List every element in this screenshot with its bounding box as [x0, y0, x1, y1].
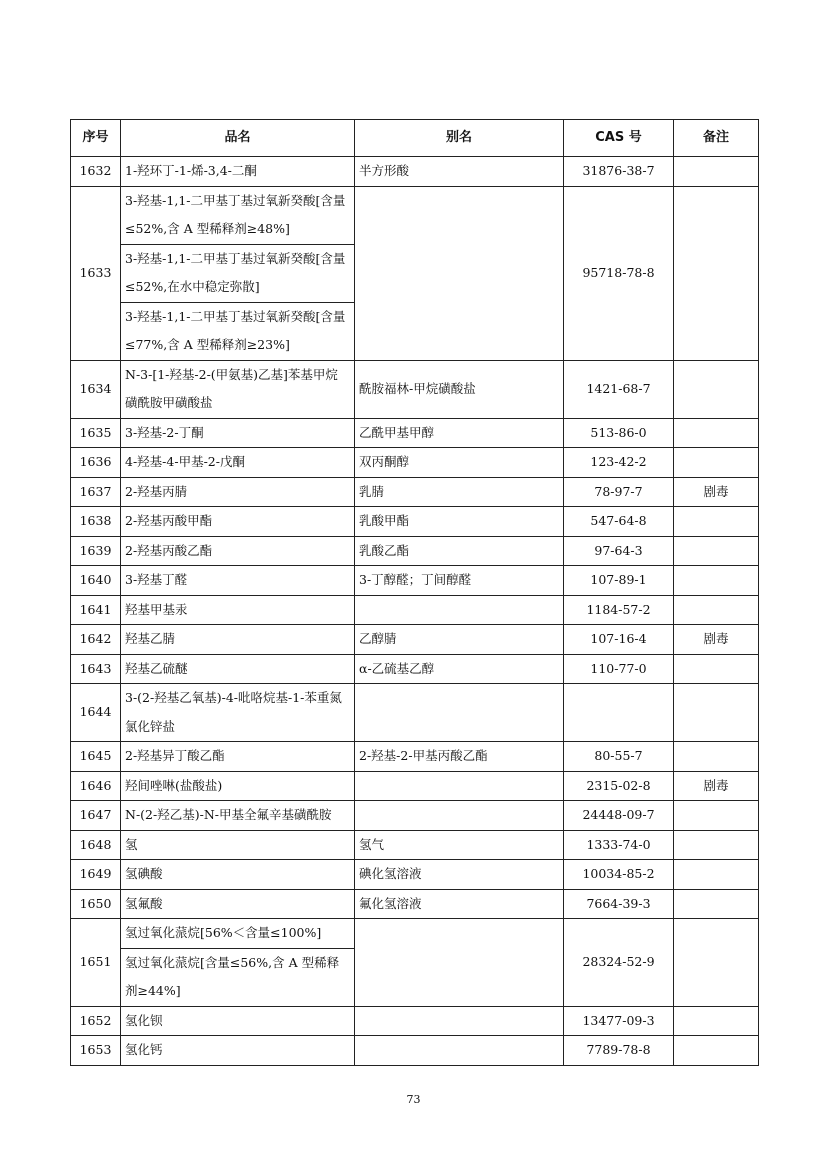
cas-number: 1333-74-0: [564, 830, 674, 860]
alias: [355, 919, 564, 1007]
product-name-cell: [121, 742, 355, 772]
product-name-cell: [121, 448, 355, 478]
product-name: 3-羟基-1,1-二甲基丁基过氧新癸酸[含量≤77%,含 A 型稀释剂≥23%]: [121, 302, 354, 360]
header-row: [71, 120, 759, 157]
remark: [674, 830, 759, 860]
product-name-cell: [121, 507, 355, 537]
product-name-cell: [121, 566, 355, 596]
product-name-cell: [121, 919, 355, 1007]
cas-number: 13477-09-3: [564, 1006, 674, 1036]
product-name: 羟间唑啉(盐酸盐): [125, 777, 223, 793]
product-name-cell: [121, 360, 355, 418]
alias: 乳酸乙酯: [355, 536, 564, 566]
remark: [674, 889, 759, 919]
product-name-cell: [121, 477, 355, 507]
remark: [674, 860, 759, 890]
product-name: 4-羟基-4-甲基-2-戊酮: [125, 454, 245, 469]
cas-number: 97-64-3: [564, 536, 674, 566]
product-name-cell: [121, 418, 355, 448]
remark: [674, 654, 759, 684]
alias: [355, 801, 564, 831]
remark: [674, 507, 759, 537]
product-name: 3-羟基-2-丁酮: [125, 424, 204, 440]
row-number: 1642: [71, 625, 121, 655]
product-name: 2-羟基丙腈: [125, 483, 188, 499]
product-name-cell: [121, 157, 355, 187]
row-number: 1650: [71, 889, 121, 919]
cas-number: 28324-52-9: [564, 919, 674, 1007]
table-row: [71, 654, 759, 684]
table-row: [71, 801, 759, 831]
table-row: [71, 625, 759, 655]
alias: 酰胺福林-甲烷磺酸盐: [355, 360, 564, 418]
cas-number: 107-16-4: [564, 625, 674, 655]
product-name-cell: [121, 625, 355, 655]
alias: 乙酰甲基甲醇: [355, 418, 564, 448]
alias: [355, 771, 564, 801]
row-number: 1632: [71, 157, 121, 187]
cas-number: 24448-09-7: [564, 801, 674, 831]
alias: 碘化氢溶液: [355, 860, 564, 890]
table-row: [71, 1006, 759, 1036]
row-number: 1644: [71, 684, 121, 742]
cas-number: 10034-85-2: [564, 860, 674, 890]
row-number: 1640: [71, 566, 121, 596]
cas-number: 80-55-7: [564, 742, 674, 772]
remark: 剧毒: [674, 771, 759, 801]
product-name: 氢化钡: [125, 1012, 163, 1028]
table-row: [71, 477, 759, 507]
product-name-cell: [121, 860, 355, 890]
product-name-cell: [121, 1036, 355, 1066]
header-name: 品名: [121, 120, 355, 157]
product-name: 3-(2-羟基乙氧基)-4-吡咯烷基-1-苯重氮氯化锌盐: [125, 690, 342, 734]
row-number: 1651: [71, 919, 121, 1007]
table-row: [71, 595, 759, 625]
cas-number: 78-97-7: [564, 477, 674, 507]
product-name: N-3-[1-羟基-2-(甲氨基)乙基]苯基甲烷磺酰胺甲磺酸盐: [125, 366, 338, 410]
remark: [674, 360, 759, 418]
cas-number: 547-64-8: [564, 507, 674, 537]
alias: [355, 1006, 564, 1036]
remark: [674, 536, 759, 566]
alias: 氟化氢溶液: [355, 889, 564, 919]
product-name-cell: [121, 801, 355, 831]
table-row: [71, 566, 759, 596]
row-number: 1635: [71, 418, 121, 448]
row-number: 1648: [71, 830, 121, 860]
product-name: 羟基乙硫醚: [125, 660, 188, 676]
remark: [674, 595, 759, 625]
alias: [355, 1036, 564, 1066]
product-name: 氢氟酸: [125, 895, 163, 911]
cas-number: 513-86-0: [564, 418, 674, 448]
alias: 2-羟基-2-甲基丙酸乙酯: [355, 742, 564, 772]
table-row: [71, 771, 759, 801]
remark: [674, 566, 759, 596]
product-name: 3-羟基丁醛: [125, 572, 188, 587]
product-name: N-(2-羟乙基)-N-甲基全氟辛基磺酰胺: [125, 807, 332, 822]
row-number: 1643: [71, 654, 121, 684]
header-cas: CAS 号: [564, 120, 674, 157]
product-name: 氢过氧化蒎烷[56%＜含量≤100%]: [125, 925, 322, 940]
remark: [674, 448, 759, 478]
table-row: [71, 536, 759, 566]
alias: 3-丁醇醛；丁间醇醛: [355, 566, 564, 596]
row-number: 1653: [71, 1036, 121, 1066]
product-name: 羟基甲基汞: [125, 601, 188, 617]
row-number: 1652: [71, 1006, 121, 1036]
alias: 半方形酸: [355, 157, 564, 187]
header-remark: 备注: [674, 120, 759, 157]
table-row: [71, 919, 759, 1007]
remark: [674, 742, 759, 772]
row-number: 1637: [71, 477, 121, 507]
alias: [355, 684, 564, 742]
alias: 双丙酮醇: [355, 448, 564, 478]
alias: 乙醇腈: [355, 625, 564, 655]
table-row: [71, 360, 759, 418]
product-name-cell: [121, 186, 355, 360]
alias: α-乙硫基乙醇: [355, 654, 564, 684]
table-row: [71, 186, 759, 360]
table-row: [71, 830, 759, 860]
alias: 乳腈: [355, 477, 564, 507]
row-number: 1633: [71, 186, 121, 360]
table-body: [71, 157, 759, 1066]
product-name: 2-羟基丙酸甲酯: [125, 513, 213, 528]
cas-number: 7664-39-3: [564, 889, 674, 919]
product-name: 氢: [125, 836, 138, 852]
cas-number: 1184-57-2: [564, 595, 674, 625]
product-name: 羟基乙腈: [125, 631, 176, 646]
row-number: 1646: [71, 771, 121, 801]
chemical-table: [70, 119, 759, 1066]
page-number: 73: [406, 1093, 421, 1106]
row-number: 1641: [71, 595, 121, 625]
row-number: 1639: [71, 536, 121, 566]
cas-number: 95718-78-8: [564, 186, 674, 360]
alias: 氢气: [355, 830, 564, 860]
product-name: 氢化钙: [125, 1042, 163, 1057]
product-name-cell: [121, 771, 355, 801]
row-number: 1649: [71, 860, 121, 890]
cas-number: 7789-78-8: [564, 1036, 674, 1066]
alias: [355, 186, 564, 360]
product-name: 3-羟基-1,1-二甲基丁基过氧新癸酸[含量≤52%,含 A 型稀释剂≥48%]: [125, 192, 346, 236]
table-row: [71, 157, 759, 187]
product-name: 2-羟基异丁酸乙酯: [125, 748, 225, 763]
table-row: [71, 742, 759, 772]
table-row: [71, 684, 759, 742]
header-alias: 别名: [355, 120, 564, 157]
product-name-cell: [121, 654, 355, 684]
remark: [674, 418, 759, 448]
remark: [674, 801, 759, 831]
row-number: 1634: [71, 360, 121, 418]
product-name-cell: [121, 830, 355, 860]
remark: 剧毒: [674, 477, 759, 507]
product-name: 氢过氧化蒎烷[含量≤56%,含 A 型稀释剂≥44%]: [121, 948, 354, 1006]
cas-number: 123-42-2: [564, 448, 674, 478]
cas-number: 31876-38-7: [564, 157, 674, 187]
cas-number: 107-89-1: [564, 566, 674, 596]
row-number: 1636: [71, 448, 121, 478]
product-name: 1-羟环丁-1-烯-3,4-二酮: [125, 163, 257, 178]
remark: [674, 684, 759, 742]
table-row: [71, 418, 759, 448]
remark: [674, 919, 759, 1007]
remark: [674, 186, 759, 360]
table-row: [71, 507, 759, 537]
product-name: 3-羟基-1,1-二甲基丁基过氧新癸酸[含量≤52%,在水中稳定弥散]: [121, 244, 354, 302]
header-no: 序号: [71, 120, 121, 157]
product-name: 2-羟基丙酸乙酯: [125, 542, 213, 558]
product-name-cell: [121, 684, 355, 742]
remark: [674, 1006, 759, 1036]
row-number: 1645: [71, 742, 121, 772]
row-number: 1638: [71, 507, 121, 537]
product-name-cell: [121, 536, 355, 566]
product-name-cell: [121, 1006, 355, 1036]
cas-number: 2315-02-8: [564, 771, 674, 801]
remark: [674, 1036, 759, 1066]
alias: [355, 595, 564, 625]
remark: [674, 157, 759, 187]
table-row: [71, 860, 759, 890]
row-number: 1647: [71, 801, 121, 831]
product-name-cell: [121, 595, 355, 625]
product-name: 氢碘酸: [125, 866, 163, 881]
remark: 剧毒: [674, 625, 759, 655]
product-name-cell: [121, 889, 355, 919]
table-row: [71, 889, 759, 919]
cas-number: [564, 684, 674, 742]
table-row: [71, 448, 759, 478]
alias: 乳酸甲酯: [355, 507, 564, 537]
table-row: [71, 1036, 759, 1066]
cas-number: 1421-68-7: [564, 360, 674, 418]
cas-number: 110-77-0: [564, 654, 674, 684]
